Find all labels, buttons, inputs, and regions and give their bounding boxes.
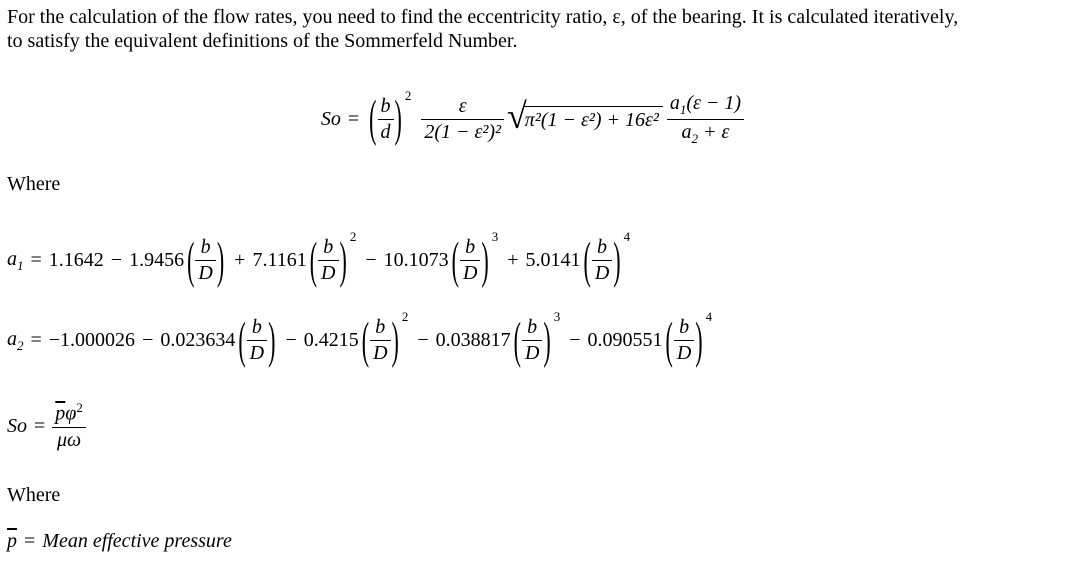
a1-equation [7, 229, 632, 289]
fraction-denominator: D [249, 342, 265, 364]
exponent: 3 [553, 309, 561, 324]
b-over-D-fraction [522, 316, 542, 365]
a-variable: a [7, 327, 17, 350]
b-over-d-fraction [378, 95, 394, 144]
b-over-D-fraction [592, 236, 612, 285]
fraction-numerator: b [380, 94, 391, 117]
a-variable: a [681, 120, 692, 143]
a1-coef-4: 5.0141 [525, 249, 581, 271]
a2-symbol [7, 328, 24, 354]
fraction-numerator: b [597, 236, 608, 258]
b-over-D-term [361, 309, 409, 369]
mean-pressure-definition [7, 530, 232, 553]
a2-coef-4: 0.090551 [587, 329, 663, 351]
close-paren: ) [268, 310, 276, 369]
fraction-denominator: D [321, 262, 336, 284]
fraction-denominator [679, 120, 733, 147]
so-symbol: So [320, 107, 341, 130]
operator: + [507, 249, 519, 271]
b-over-D-fraction [195, 236, 215, 285]
fraction-numerator: ε [458, 94, 467, 117]
b-over-D-term [451, 229, 499, 289]
fraction-denominator: D [373, 342, 388, 364]
close-paren: ) [339, 230, 347, 289]
operator: − [569, 329, 581, 351]
subscript: 1 [679, 102, 687, 117]
exponent: 3 [491, 229, 499, 244]
b-over-D-fraction [247, 316, 267, 365]
exponent: 2 [76, 400, 83, 415]
b-over-D-term [583, 229, 631, 289]
radical-sign: √ [507, 96, 527, 137]
exponent: 2 [349, 229, 357, 244]
a-variable: a [669, 92, 680, 114]
square-root [507, 96, 663, 137]
b-over-D-term [665, 309, 713, 369]
fraction-denominator: D [524, 342, 540, 364]
subscript: 2 [691, 130, 699, 146]
subscript: 1 [17, 257, 24, 273]
fraction-numerator: b [375, 316, 386, 338]
intro-line-1: For the calculation of the flow rates, you need to find the eccentricity ratio, ε, of the bearing. It is calculated iteratively, [7, 6, 959, 28]
close-paren: ) [481, 230, 489, 289]
close-paren: ) [695, 310, 703, 369]
numerator-rest: (ε − 1) [686, 92, 742, 114]
a2-term-0: −1.000026 [48, 329, 136, 351]
close-paren: ) [613, 230, 621, 289]
sommerfeld-equation [0, 87, 1065, 148]
a2-coef-2: 0.4215 [303, 329, 359, 351]
b-over-D-term [513, 309, 561, 369]
intro-paragraph [7, 5, 958, 53]
definition-text: Mean effective pressure [42, 530, 232, 552]
b-over-D-term [237, 310, 276, 369]
p-bar-variable: $\overline{p}$ [7, 530, 17, 552]
equals-sign: = [24, 530, 36, 552]
close-paren: ) [391, 310, 399, 369]
open-paren: ( [361, 310, 370, 369]
where-label-2: Where [7, 484, 61, 506]
fraction-numerator: b [679, 316, 690, 338]
intro-line-2: to satisfy the equivalent definitions of the Sommerfeld Number. [7, 30, 518, 52]
a1-coef-2: 7.1161 [252, 249, 307, 271]
fraction-numerator: b [251, 316, 262, 338]
a-variable: a [7, 247, 17, 270]
a2-coef-3: 0.038817 [435, 329, 511, 351]
operator: − [142, 329, 154, 351]
equals-sign: = [30, 249, 42, 271]
open-paren: ( [451, 230, 459, 289]
equals-sign: = [34, 414, 46, 437]
fraction-numerator: b [323, 236, 334, 258]
b-over-D-term [186, 230, 225, 289]
operator: − [110, 249, 123, 271]
fraction-numerator [667, 92, 744, 119]
equals-sign: = [30, 329, 42, 351]
phi-variable: φ [65, 402, 77, 425]
where-label-1: Where [7, 173, 61, 195]
fraction-numerator: b [200, 236, 211, 258]
pressure-fraction [52, 401, 86, 452]
fraction-denominator: 2(1 − ε²)² [424, 120, 502, 143]
fraction-numerator [52, 401, 86, 427]
epsilon-fraction [421, 95, 504, 144]
a1-coef-1: 1.9456 [129, 249, 185, 271]
a1-symbol [7, 248, 24, 274]
open-paren: ( [309, 230, 318, 289]
fraction-denominator: D [594, 262, 610, 284]
b-over-d-squared [368, 87, 412, 148]
close-paren: ) [394, 89, 402, 148]
exponent: 4 [705, 309, 713, 324]
sommerfeld-pressure-equation [7, 401, 86, 452]
fraction-denominator: D [462, 262, 478, 284]
close-paren: ) [216, 230, 225, 289]
b-over-D-fraction [370, 316, 390, 365]
b-over-D-term [309, 229, 357, 289]
operator: − [285, 329, 297, 351]
operator: − [365, 249, 377, 271]
a1-coef-3: 10.1073 [383, 249, 449, 271]
fraction-denominator: μω [56, 428, 82, 451]
p-bar-variable: $\overline{p}$ [55, 402, 66, 425]
fraction-denominator: D [676, 342, 692, 364]
radicand: π²(1 − ε²) + 16ε² [523, 106, 663, 132]
fraction-numerator: b [527, 316, 538, 338]
exponent: 2 [404, 87, 412, 103]
fraction-denominator: d [380, 120, 391, 143]
denominator-rest: + ε [698, 120, 730, 143]
b-over-D-fraction [460, 236, 480, 285]
operator: + [234, 249, 246, 271]
subscript: 2 [17, 337, 24, 353]
b-over-D-fraction [674, 316, 694, 365]
b-over-D-fraction [318, 236, 338, 285]
fraction-denominator: D [198, 262, 213, 284]
fraction-numerator: b [465, 236, 476, 258]
close-paren: ) [543, 310, 551, 369]
operator: − [417, 329, 429, 351]
a1-term-0: 1.1642 [48, 249, 104, 271]
a2-coef-1: 0.023634 [160, 329, 236, 351]
open-paren: ( [665, 310, 673, 369]
open-paren: ( [369, 89, 377, 148]
open-paren: ( [187, 230, 195, 289]
equals-sign: = [347, 107, 360, 130]
open-paren: ( [513, 310, 521, 369]
exponent: 2 [401, 309, 409, 324]
so-symbol: So [7, 414, 27, 437]
a1-a2-fraction [667, 92, 744, 147]
open-paren: ( [238, 310, 246, 369]
open-paren: ( [583, 230, 591, 289]
a2-equation [7, 309, 714, 369]
exponent: 4 [623, 229, 631, 244]
